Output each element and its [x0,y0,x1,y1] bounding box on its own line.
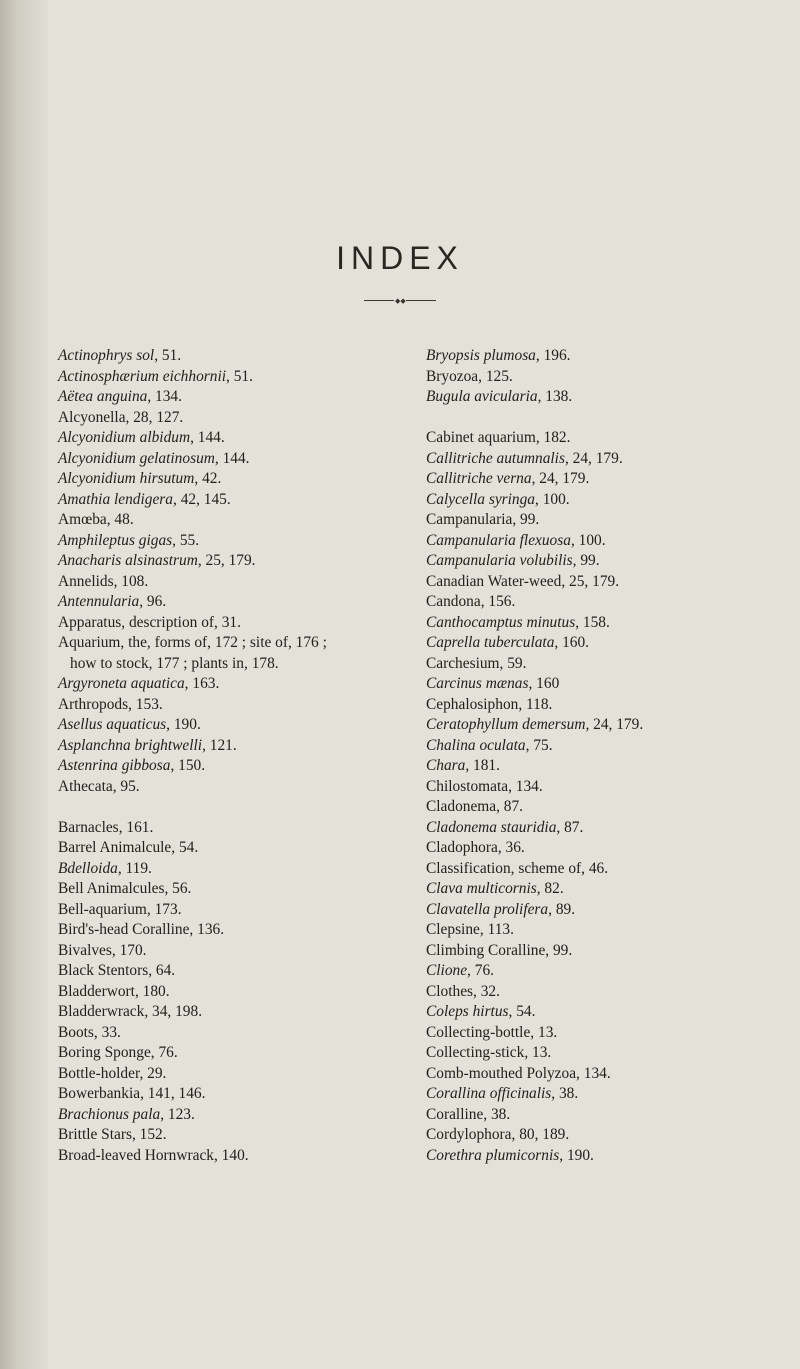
index-entry [426,674,776,695]
entry-term: Clavatella prolifera [426,900,549,918]
entry-pages: , 99. [545,941,573,959]
index-entry [58,982,378,1003]
entry-pages: , 119. [117,859,152,877]
entry-term: Asellus aquaticus [58,716,167,733]
entry-term: Cladonema [426,798,497,815]
entry-term: Bryopsis plumosa [426,347,536,364]
entry-pages: , 55. [172,531,200,549]
entry-pages: , 76. [467,962,494,979]
entry-term: Apparatus [58,613,122,631]
index-entry [58,613,378,634]
entry-term: Actinophrys sol [58,347,155,364]
index-entry [58,592,378,613]
entry-continuation: how to stock, 177 ; plants in, 178. [70,654,279,672]
entry-pages: , 51. [154,347,182,364]
entry-term: Climbing Coralline [426,941,546,959]
entry-term: Boots [58,1023,94,1041]
index-entry [58,777,378,798]
entry-pages: , 32. [473,982,500,1000]
entry-term: Barnacles [58,818,119,836]
index-entry [58,1146,378,1167]
entry-pages: , 34, 198. [144,1003,203,1020]
entry-pages: , 134. [576,1064,611,1082]
entry-pages: , 121. [202,736,237,754]
index-entry [426,982,776,1003]
entry-pages: , 134. [508,777,543,795]
entry-term: Corethra plumicornis [426,1146,560,1164]
index-entry [426,633,776,654]
letter-group-gap [426,408,776,429]
index-entry [426,469,776,490]
entry-term: Anacharis alsinastrum [58,552,198,569]
index-entry [426,449,776,470]
entry-pages: , 182. [535,429,571,446]
index-entry [426,367,776,388]
entry-pages: , 64. [148,962,176,979]
entry-pages: , 87. [556,818,584,836]
entry-term: Cabinet aquarium [426,429,536,446]
index-entry [58,387,378,408]
entry-term: Carcinus mænas [426,675,529,692]
index-entry [58,490,378,511]
entry-pages: , 87. [496,798,524,815]
entry-term: Bladderwort [58,982,135,1000]
index-entry [426,1002,776,1023]
entry-pages: , 24, 179. [585,716,644,733]
entry-pages: , 28, 127. [125,408,184,426]
index-entry [58,818,378,839]
entry-pages: , 95. [112,777,140,795]
entry-pages: , description of, 31. [121,613,241,631]
entry-term: Bladderwrack [58,1003,145,1020]
entry-pages: , 76. [150,1044,178,1061]
entry-term: Cephalosiphon [426,695,519,713]
entry-term: Candona [426,593,481,610]
entry-term: Broad-leaved Hornwrack [58,1146,214,1164]
entry-pages: , 144. [190,429,225,446]
entry-term: Ceratophyllum demersum [426,716,586,733]
entry-pages: , 141, 146. [140,1085,206,1102]
index-entry [58,510,378,531]
index-entry [426,715,776,736]
index-entry [58,1043,378,1064]
entry-pages: , 144. [214,449,250,467]
index-entry [58,367,378,388]
entry-pages: , 80, 189. [511,1126,570,1143]
index-entry [426,1084,776,1105]
entry-pages: , 13. [524,1044,552,1061]
index-entry [426,920,776,941]
index-entry [426,1125,776,1146]
entry-term: Aëtea anguina [58,388,148,405]
index-entry [426,756,776,777]
entry-pages: , 173. [146,900,182,918]
index-entry [58,346,378,367]
index-entry [426,531,776,552]
entry-term: Calycella syringa [426,490,535,508]
entry-pages: , 89. [548,900,576,918]
entry-term: Alcyonella [58,408,126,426]
entry-term: Amœba [58,511,107,528]
index-entry [58,879,378,900]
index-entry [58,449,378,470]
index-entry [58,531,378,552]
entry-term: Brachionus pala [58,1105,161,1123]
entry-term: Alcyonidium hirsutum [58,470,195,487]
ornament-line-left [364,300,394,301]
entry-term: Clava multicornis [426,880,537,897]
entry-term: Cordylophora [426,1126,512,1143]
entry-pages: , 13. [530,1023,558,1041]
entry-term: Aquarium [58,634,121,651]
index-entry [426,654,776,675]
entry-pages: , 38. [551,1085,579,1102]
entry-term: Coleps hirtus [426,1003,509,1020]
entry-pages: , 99. [572,552,600,569]
index-column-right [426,346,776,1166]
entry-pages: , 100. [535,490,570,508]
entry-pages: , 25, 179. [197,552,256,569]
entry-term: Campanularia flexuosa [426,531,571,549]
index-entry [58,859,378,880]
entry-term: Bird's-head Coralline [58,921,190,938]
entry-pages: , 24, 179. [531,470,590,487]
entry-term: Bell-aquarium [58,900,147,918]
index-entry [426,572,776,593]
index-entry [58,1105,378,1126]
index-entry [58,551,378,572]
index-entry [426,879,776,900]
entry-pages: , the, forms of, 172 ; site of, 176 ; [120,634,327,651]
entry-term: Clothes [426,982,474,1000]
index-entry [58,695,378,716]
entry-pages: , 160 [528,675,560,692]
entry-pages: , 150. [170,757,206,774]
entry-pages: , 42. [194,470,222,487]
index-column-left [58,346,378,1166]
index-entry [426,961,776,982]
index-entry [58,756,378,777]
ornament-line-right [406,300,436,301]
entry-pages: , 156. [480,593,516,610]
entry-term: Callitriche autumnalis [426,449,565,467]
entry-pages: , 59. [499,654,527,672]
entry-pages: , 118. [518,695,553,713]
index-entry [426,510,776,531]
index-entry [426,490,776,511]
entry-term: Brittle Stars [58,1126,132,1143]
entry-pages: , 75. [525,736,553,754]
index-entry [58,469,378,490]
entry-term: Comb-mouthed Polyzoa [426,1064,577,1082]
entry-pages: , 82. [536,880,564,897]
index-entry [426,428,776,449]
entry-pages: , 181. [465,757,500,774]
index-entry [426,900,776,921]
index-entry [58,408,378,429]
entry-pages: , 123. [160,1105,195,1123]
entry-term: Boring Sponge [58,1044,151,1061]
entry-pages: , 36. [497,839,525,856]
entry-term: Black Stentors [58,962,149,979]
entry-term: Chara [426,757,466,774]
entry-pages: , 51. [226,367,253,385]
index-entry [426,777,776,798]
ornament-diamonds: ◆◆ [395,297,406,305]
index-entry [58,1023,378,1044]
entry-pages: , 29. [139,1064,167,1082]
entry-term: Annelids [58,572,114,590]
entry-pages: , 161. [118,818,154,836]
index-entry [426,941,776,962]
index-entry [426,1146,776,1167]
index-entry [58,1064,378,1085]
entry-pages: , 138. [537,388,573,405]
entry-pages: , 99. [512,511,540,528]
index-entry [426,736,776,757]
entry-term: Astenrina gibbosa [58,757,171,774]
entry-pages: , 54. [171,839,199,856]
entry-pages: , 163. [184,675,220,692]
index-entry [58,1002,378,1023]
index-entry [426,1023,776,1044]
entry-term: Collecting-stick [426,1044,525,1061]
entry-term: Cladonema stauridia [426,818,557,836]
entry-term: Bell Animalcules [58,880,165,897]
entry-term: Bottle-holder [58,1064,140,1082]
index-entry [58,900,378,921]
entry-pages: , 24, 179. [564,449,623,467]
index-entry [58,1125,378,1146]
index-entry [58,920,378,941]
entry-pages: , 190. [559,1146,594,1164]
entry-term: Arthropods [58,695,129,713]
entry-term: Campanularia volubilis [426,552,573,569]
index-entry [426,387,776,408]
entry-pages: , 100. [570,531,606,549]
entry-pages: , 140. [213,1146,249,1164]
index-entry [426,695,776,716]
entry-term: Bryozoa [426,367,479,385]
index-entry [58,428,378,449]
entry-term: Alcyonidium albidum [58,429,191,446]
entry-term: Collecting-bottle [426,1023,531,1041]
entry-pages: , 170. [111,941,147,959]
index-entry [58,941,378,962]
index-entry [426,797,776,818]
entry-term: Clepsine [426,921,480,938]
entry-term: Actinosphærium eichhornii [58,367,227,385]
entry-pages: , 48. [106,511,134,528]
index-entry [58,736,378,757]
entry-pages: , 38. [483,1105,511,1123]
entry-term: Canthocamptus minutus [426,613,576,631]
entry-term: Bugula avicularia [426,388,538,405]
index-entry [58,1084,378,1105]
entry-term: Classification [426,859,511,877]
entry-pages: , 136. [189,921,225,938]
index-entry [58,838,378,859]
entry-term: Bivalves [58,941,112,959]
entry-term: Carchesium [426,654,500,672]
entry-term: Campanularia [426,511,513,528]
entry-pages: , 134. [147,388,182,405]
index-entry [58,633,378,674]
index-entry [58,961,378,982]
entry-pages: , 56. [164,880,192,897]
entry-term: Corallina officinalis [426,1085,552,1102]
entry-pages: , 108. [113,572,149,590]
entry-term: Cladophora [426,839,498,856]
entry-term: Caprella tuberculata [426,634,555,651]
index-entry [426,1043,776,1064]
entry-pages: , 153. [128,695,163,713]
entry-term: Chilostomata [426,777,509,795]
entry-pages: , 125. [478,367,513,385]
index-entry [426,592,776,613]
entry-term: Clione [426,962,468,979]
entry-pages: , 160. [554,634,590,651]
entry-term: Amphileptus gigas [58,531,173,549]
index-entry [426,551,776,572]
entry-term: Chalina oculata [426,736,526,754]
entry-term: Bdelloida [58,859,118,877]
entry-pages: , 152. [131,1126,167,1143]
entry-pages: , 180. [134,982,170,1000]
index-entry [58,572,378,593]
entry-term: Alcyonidium gelatinosum [58,449,215,467]
page-title: INDEX [336,240,464,276]
entry-pages: , 54. [508,1003,536,1020]
index-entry [426,346,776,367]
index-entry [426,1064,776,1085]
index-entry [426,818,776,839]
entry-term: Asplanchna brightwelli [58,736,203,754]
index-entry [58,715,378,736]
index-entry [426,613,776,634]
index-entry [426,838,776,859]
entry-term: Barrel Animalcule [58,839,172,856]
index-entry [58,674,378,695]
title-ornament [364,298,436,304]
entry-pages: , 196. [535,347,571,364]
entry-pages: , 25, 179. [561,572,620,590]
entry-term: Callitriche verna [426,470,532,487]
entry-pages: , 190. [166,716,201,733]
entry-pages: , 96. [139,593,167,610]
entry-term: Amathia lendigera [58,490,173,508]
entry-pages: , scheme of, 46. [510,859,609,877]
index-entry [426,1105,776,1126]
index-entry [426,859,776,880]
entry-term: Coralline [426,1105,484,1123]
entry-term: Bowerbankia [58,1085,141,1102]
entry-pages: , 158. [575,613,610,631]
entry-term: Athecata [58,777,113,795]
entry-pages: , 113. [479,921,514,938]
entry-pages: , 42, 145. [173,490,231,508]
letter-group-gap [58,797,378,818]
entry-pages: , 33. [93,1023,121,1041]
entry-term: Argyroneta aquatica [58,675,185,692]
entry-term: Antennularia [58,593,140,610]
entry-term: Canadian Water-weed [426,572,562,590]
